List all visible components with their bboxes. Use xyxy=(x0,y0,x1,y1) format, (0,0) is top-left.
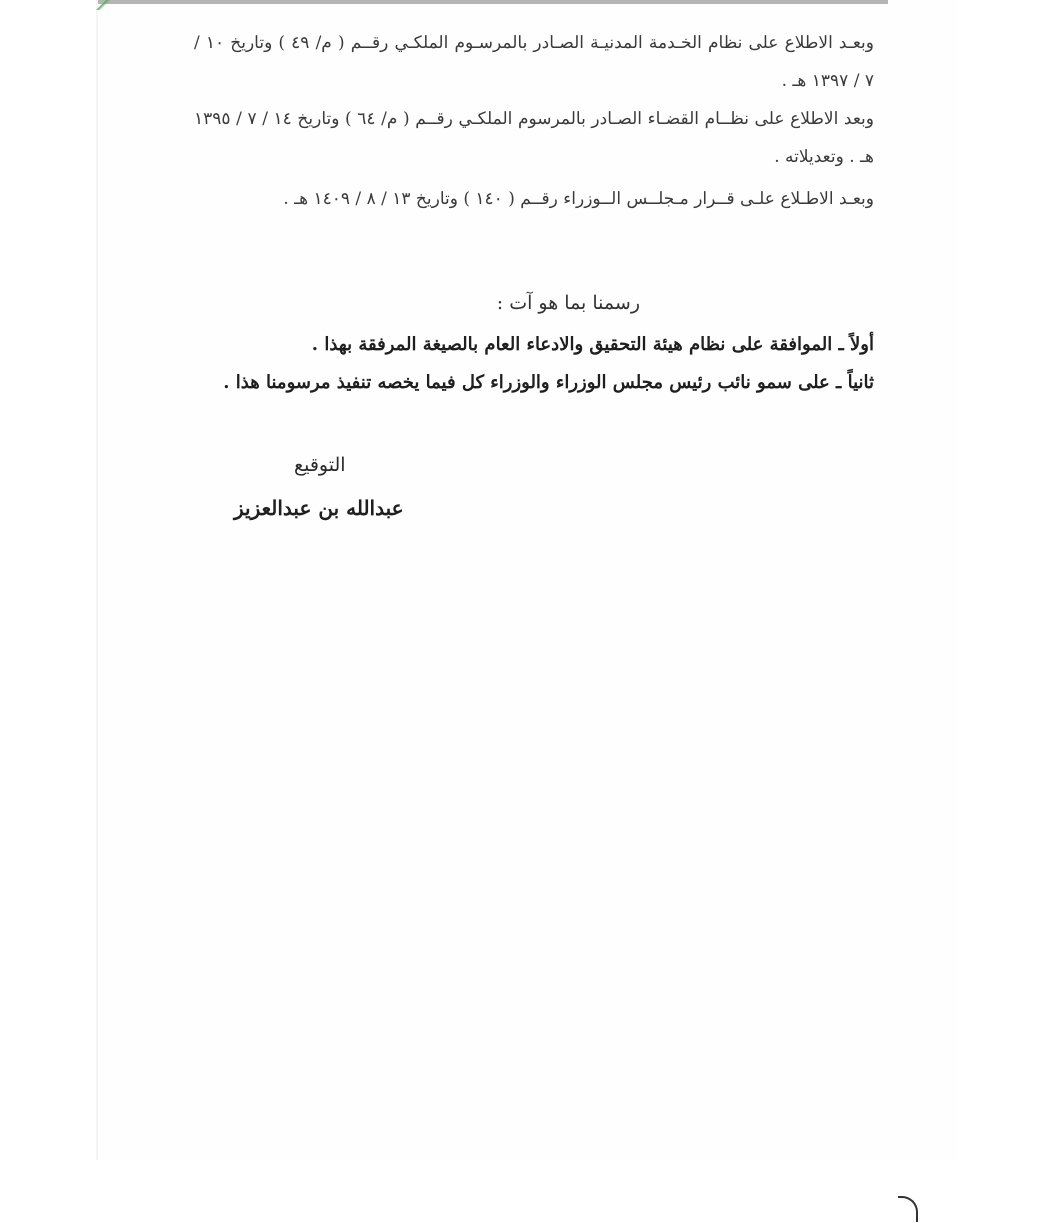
preamble-paragraph-1: وبعـد الاطلاع على نظام الخـدمة المدنيـة الصـادر بالمرسـوم الملكـي رقــم ( م/ ٤٩ ) وتاريخ ١٠ / ٧ / ١٣٩٧ هـ . xyxy=(194,33,874,91)
corner-annotation-mark xyxy=(96,0,110,10)
article-2: ثانياً ـ على سمو نائب رئيس مجلس الوزراء والوزراء كل فيما يخصه تنفيذ مرسومنا هذا . xyxy=(223,372,874,393)
preamble-paragraph-3: وبعـد الاطـلاع علـى قــرار مـجلــس الــوزراء رقــم ( ١٤٠ ) وتاريخ ١٣ / ٨ / ١٤٠٩ هـ . xyxy=(283,189,874,209)
signature-name: عبدالله بن عبدالعزيز xyxy=(234,496,404,520)
decree-intro: رسمنا بما هو آت : xyxy=(496,292,640,314)
page-edge xyxy=(96,0,98,1160)
signature-label: التوقيع xyxy=(294,454,346,476)
preamble-paragraph-2: وبعد الاطلاع على نظــام القضـاء الصـادر بالمرسوم الملكـي رقــم ( م/ ٦٤ ) وتاريخ ١٤ / ٧ / ١٣٩٥ هـ . وتعديلاته . xyxy=(194,109,874,167)
top-border-line xyxy=(98,0,888,4)
page-corner-mark xyxy=(898,1196,918,1222)
article-1: أولاً ـ الموافقة على نظام هيئة التحقيق والادعاء العام بالصيغة المرفقة بهذا . xyxy=(311,334,874,355)
